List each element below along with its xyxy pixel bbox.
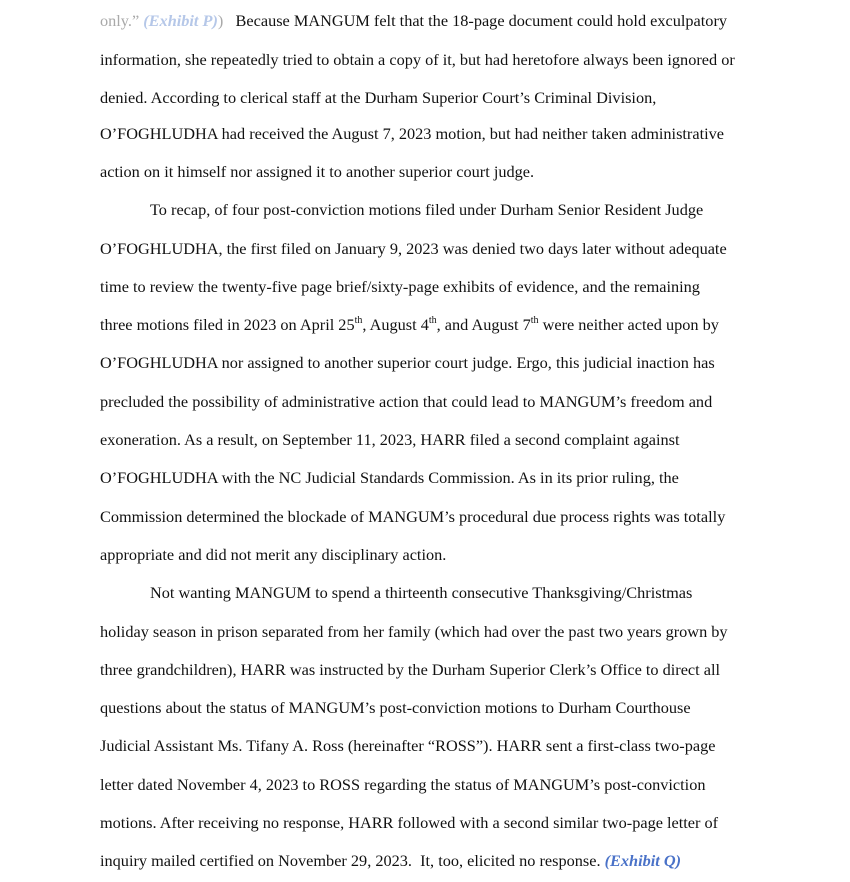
text-line: denied. According to clerical staff at the Durham Superior Court’s Criminal Division, <box>100 88 657 107</box>
text-line: O’FOGHLUDHA, the first filed on January 9, 2023 was denied two days later without adequate <box>100 239 727 258</box>
text-line: information, she repeatedly tried to obtain a copy of it, but had heretofore always been ignored or <box>100 50 735 69</box>
line-text: inquiry mailed certified on November 29, 2023. It, too, elicited no response. <box>100 851 605 870</box>
ordinal-suffix: th <box>354 315 363 326</box>
text-line: exoneration. As a result, on September 11, 2023, HARR filed a second complaint against <box>100 430 680 449</box>
text-line: letter dated November 4, 2023 to ROSS regarding the status of MANGUM’s post-conviction <box>100 775 706 794</box>
text-line: three grandchildren), HARR was instructed by the Durham Superior Clerk’s Office to direct all <box>100 660 721 679</box>
text-line: holiday season in prison separated from her family (which had over the past two years grown by <box>100 622 728 641</box>
text-line: O’FOGHLUDHA had received the August 7, 2023 motion, but had neither taken administrative <box>100 124 724 143</box>
text-line: precluded the possibility of administrative action that could lead to MANGUM’s freedom and <box>100 392 713 411</box>
text-line: appropriate and did not merit any disciplinary action. <box>100 545 447 564</box>
line-text: were neither acted upon by <box>538 315 719 334</box>
text-line: questions about the status of MANGUM’s post-conviction motions to Durham Courthouse <box>100 698 691 717</box>
text-line: time to review the twenty-five page brief/sixty-page exhibits of evidence, and the remaining <box>100 277 700 296</box>
text-line <box>100 10 727 32</box>
line-text: Because MANGUM felt that the 18-page document could hold exculpatory <box>223 11 728 30</box>
text-line: Commission determined the blockade of MANGUM’s procedural due process rights was totally <box>100 507 726 526</box>
text-line: action on it himself nor assigned it to another superior court judge. <box>100 162 535 181</box>
exhibit-p-reference[interactable]: (Exhibit P) <box>143 11 218 30</box>
text-line: Judicial Assistant Ms. Tifany A. Ross (hereinafter “ROSS”). HARR sent a first-class two-page <box>100 736 716 755</box>
text-line: motions. After receiving no response, HARR followed with a second similar two-page letter of <box>100 813 719 832</box>
paragraph-start-line: Not wanting MANGUM to spend a thirteenth consecutive Thanksgiving/Christmas <box>150 583 693 602</box>
ordinal-suffix: th <box>530 315 539 326</box>
text-line: O’FOGHLUDHA nor assigned to another superior court judge. Ergo, this judicial inaction has <box>100 353 715 372</box>
faded-text: ) <box>217 11 224 30</box>
line-text: , August 4 <box>362 315 429 334</box>
faded-text: only.” <box>100 11 144 30</box>
paragraph-start-line: To recap, of four post-conviction motions filed under Durham Senior Resident Judge <box>150 200 704 219</box>
text-line <box>100 850 681 872</box>
text-line: O’FOGHLUDHA with the NC Judicial Standards Commission. As in its prior ruling, the <box>100 468 679 487</box>
ordinal-suffix: th <box>428 315 437 326</box>
text-line <box>100 314 719 336</box>
exhibit-q-reference[interactable]: (Exhibit Q) <box>604 851 682 870</box>
line-text: three motions filed in 2023 on April 25 <box>100 315 355 334</box>
line-text: , and August 7 <box>436 315 531 334</box>
